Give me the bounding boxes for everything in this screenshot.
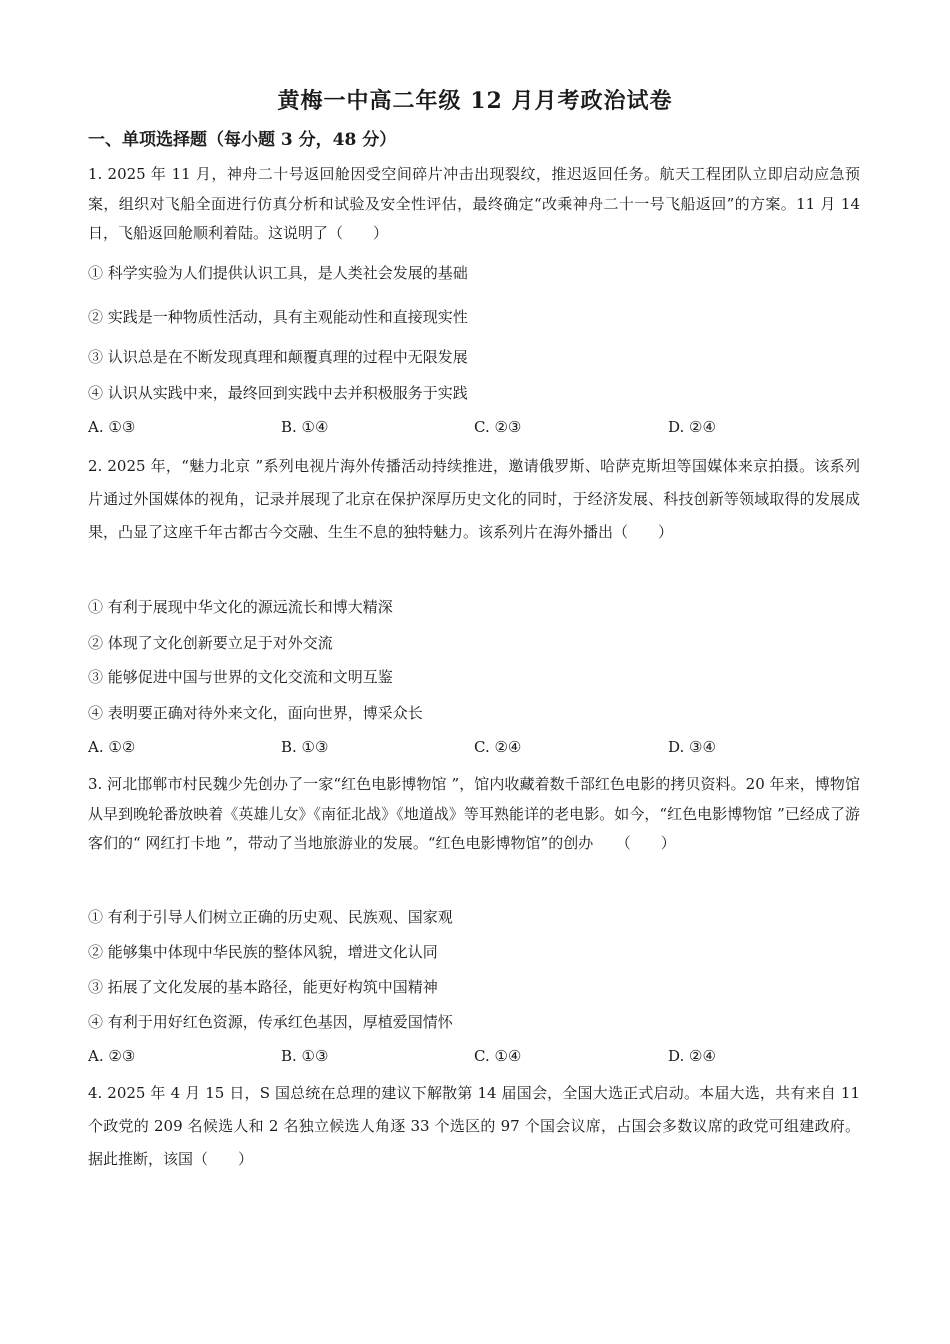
- question-3-statement-3: ③ 拓展了文化发展的基本路径，能更好构筑中国精神: [88, 978, 438, 996]
- question-1-choice-b[interactable]: B. ①④: [281, 418, 329, 436]
- question-1-choice-d[interactable]: D. ②④: [668, 418, 716, 436]
- question-3-choice-b[interactable]: B. ①③: [281, 1047, 329, 1065]
- question-3-statement-1: ① 有利于引导人们树立正确的历史观、民族观、国家观: [88, 908, 453, 926]
- exam-title: 黄梅一中高二年级 12 月月考政治试卷: [277, 88, 673, 114]
- question-2-choice-b[interactable]: B. ①③: [281, 738, 329, 756]
- question-2-statement-3: ③ 能够促进中国与世界的文化交流和文明互鉴: [88, 668, 393, 686]
- question-3-choice-d[interactable]: D. ②④: [668, 1047, 716, 1065]
- question-2-statement-2: ② 体现了文化创新要立足于对外交流: [88, 634, 333, 652]
- question-1-statement-1: ① 科学实验为人们提供认识工具，是人类社会发展的基础: [88, 264, 468, 282]
- question-2-statement-1: ① 有利于展现中华文化的源远流长和博大精深: [88, 598, 393, 616]
- question-4-stem: 4. 2025 年 4 月 15 日，S 国总统在总理的建议下解散第 14 届国会，全国大选正式启动。本届大选，共有来自 11 个政党的 209 名候选人和 2 名独立候选人角逐 33 个选区的 97 个国会议席，占国会多数议席的政党可组建政府。据此推断，该国（ ）: [88, 1084, 860, 1168]
- question-1-statement-3: ③ 认识总是在不断发现真理和颠覆真理的过程中无限发展: [88, 348, 468, 366]
- question-1-stem: 1. 2025 年 11 月，神舟二十号返回舱因受空间碎片冲击出现裂纹，推迟返回任务。航天工程团队立即启动应急预案，组织对飞船全面进行仿真分析和试验及安全性评估，最终确定“改乘神舟二十一号飞船返回”的方案。11 月 14 日，飞船返回舱顺利着陆。这说明了（ ）: [88, 165, 860, 242]
- question-3-statement-4: ④ 有利于用好红色资源，传承红色基因，厚植爱国情怀: [88, 1013, 453, 1031]
- question-1-choice-a[interactable]: A. ①③: [88, 418, 136, 436]
- question-3-choice-a[interactable]: A. ②③: [88, 1047, 136, 1065]
- question-1-statement-2: ② 实践是一种物质性活动，具有主观能动性和直接现实性: [88, 308, 468, 326]
- question-3-choice-c[interactable]: C. ①④: [474, 1047, 522, 1065]
- question-2-choice-c[interactable]: C. ②④: [474, 738, 522, 756]
- question-2-statement-4: ④ 表明要正确对待外来文化，面向世界，博采众长: [88, 704, 423, 722]
- question-3-stem: 3. 河北邯郸市村民魏少先创办了一家“红色电影博物馆 ”，馆内收藏着数千部红色电影的拷贝资料。20 年来，博物馆从早到晚轮番放映着《英雄儿女》《南征北战》《地道战》等耳熟能详的老电影。如今，“红色电影博物馆 ”已经成了游客们的“ 网红打卡地 ”，带动了当地旅游业的发展。“红色电影博物馆”的创办 （ ）: [88, 775, 860, 852]
- question-2-choice-a[interactable]: A. ①②: [88, 738, 136, 756]
- section-heading: 一、单项选择题（每小题 3 分，48 分）: [88, 130, 397, 150]
- question-1-choice-c[interactable]: C. ②③: [474, 418, 522, 436]
- question-1-statement-4: ④ 认识从实践中来，最终回到实践中去并积极服务于实践: [88, 384, 468, 402]
- question-2-choice-d[interactable]: D. ③④: [668, 738, 716, 756]
- question-2-stem: 2. 2025 年，“魅力北京 ”系列电视片海外传播活动持续推进，邀请俄罗斯、哈萨克斯坦等国媒体来京拍摄。该系列片通过外国媒体的视角，记录并展现了北京在保护深厚历史文化的同时，于经济发展、科技创新等领域取得的发展成果，凸显了这座千年古都古今交融、生生不息的独特魅力。该系列片在海外播出（ ）: [88, 457, 860, 541]
- question-3-statement-2: ② 能够集中体现中华民族的整体风貌，增进文化认同: [88, 943, 438, 961]
